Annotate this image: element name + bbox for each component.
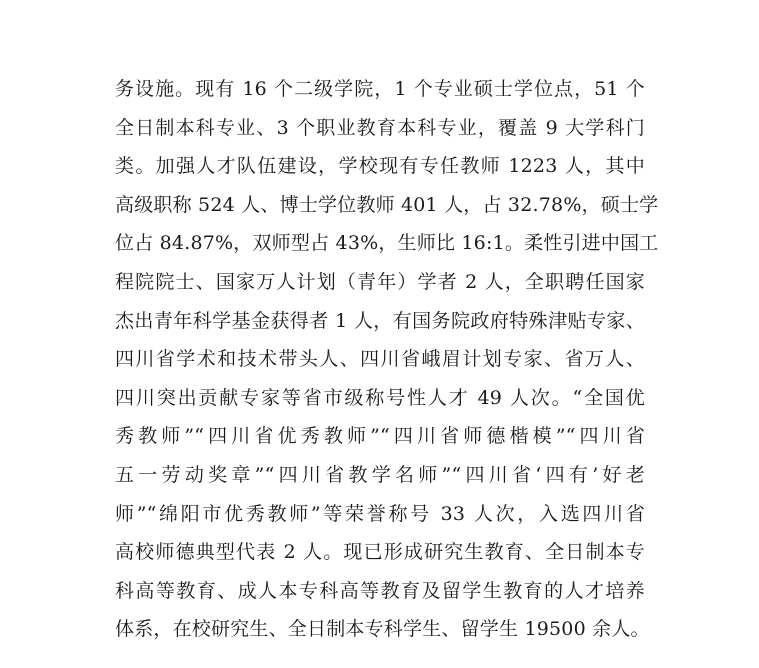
text-line-5: 位占 84.87%，双师型占 43%，生师比 16:1。柔性引进中国工	[115, 232, 659, 255]
text-line-14: 科高等教育、成人本专科高等教育及留学生教育的人才培养	[115, 579, 645, 602]
text-line-9: 四川突出贡献专家等省市级称号性人才 49 人次。“全国优	[115, 386, 645, 409]
text-line-7: 杰出青年科学基金获得者 1 人，有国务院政府特殊津贴专家、	[115, 309, 645, 332]
text-line-13: 高校师德典型代表 2 人。现已形成研究生教育、全日制本专	[115, 541, 645, 564]
text-line-8: 四川省学术和技术带头人、四川省峨眉计划专家、省万人、	[115, 348, 645, 371]
text-line-1: 务设施。现有 16 个二级学院，1 个专业硕士学位点，51 个	[115, 78, 645, 100]
text-line-12: 师”“绵阳市优秀教师”等荣誉称号 33 人次，入选四川省	[115, 502, 645, 525]
text-line-4: 高级职称 524 人、博士学位教师 401 人，占 32.78%，硕士学	[115, 193, 659, 216]
text-line-3: 类。加强人才队伍建设，学校现有专任教师 1223 人，其中	[115, 155, 645, 178]
text-line-11: 五一劳动奖章”“四川省教学名师”“四川省‘四有’好老	[115, 463, 645, 486]
body-paragraph	[115, 70, 659, 649]
text-line-6: 程院院士、国家万人计划（青年）学者 2 人，全职聘任国家	[115, 270, 645, 293]
text-line-15: 体系，在校研究生、全日制本专科学生、留学生 19500 余人。	[115, 618, 650, 641]
text-line-2: 全日制本科专业、3 个职业教育本科专业，覆盖 9 大学科门	[115, 116, 645, 139]
text-line-10: 秀教师”“四川省优秀教师”“四川省师德楷模”“四川省	[115, 425, 645, 448]
